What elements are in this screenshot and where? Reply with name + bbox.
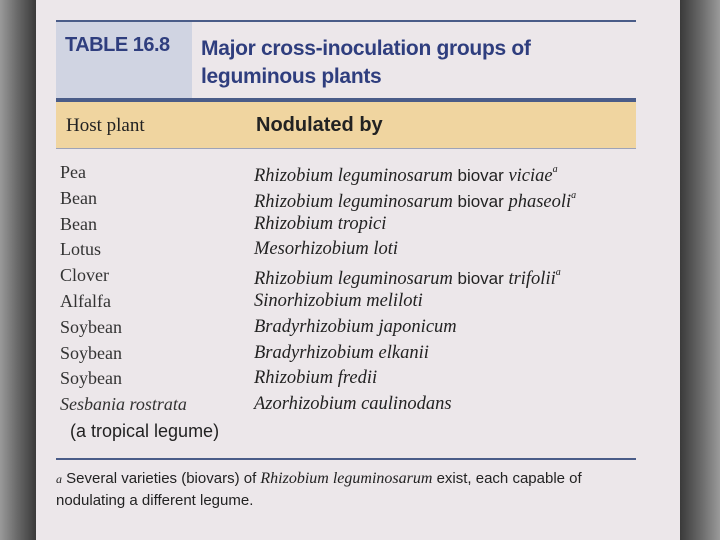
host-note: (a tropical legume) (70, 421, 220, 441)
host-plant-cell: Sesbania rostrata (60, 394, 187, 415)
organism-name: Rhizobium fredii (254, 368, 378, 389)
host-plant-cell: Soybean (60, 342, 122, 363)
footnote-text-before: Several varieties (biovars) of (62, 470, 261, 487)
nodulated-by-cell (254, 341, 429, 365)
footnote-ref: a (571, 189, 577, 201)
footnote-ref: a (555, 267, 561, 279)
footnote-ref: a (552, 164, 558, 175)
footnote-mark: a (56, 472, 62, 486)
host-plant-cell: Bean (60, 213, 97, 234)
table-row (56, 315, 636, 341)
header-nodulated-by: Nodulated by (256, 114, 383, 136)
table-row (56, 289, 636, 315)
table-title-line1: Major cross-inoculation groups of (201, 37, 531, 60)
nodulated-by-cell (254, 160, 558, 188)
book-page (36, 0, 680, 540)
biovar-name: phaseoli (508, 191, 572, 212)
table-label: TABLE 16.8 (65, 34, 170, 56)
biovar-name: viciae (508, 166, 553, 187)
nodulated-by-cell (254, 366, 377, 390)
organism-name: Rhizobium leguminosarum (254, 166, 453, 187)
left-border (0, 0, 36, 540)
table-body (56, 160, 636, 418)
table-row (56, 392, 636, 418)
table-label-box (56, 22, 192, 98)
organism-name: Bradyrhizobium japonicum (254, 316, 457, 337)
right-border (680, 0, 720, 540)
host-plant-cell: Pea (60, 162, 86, 182)
host-plant-cell: Lotus (60, 239, 102, 260)
table-row (56, 341, 636, 367)
nodulated-by-cell (254, 315, 457, 339)
header-rule (56, 148, 636, 149)
host-plant-cell: Clover (60, 265, 109, 286)
nodulated-by-cell (254, 212, 386, 236)
table-title (201, 35, 621, 91)
footnote-text-after: exist, each capable of nodulating a different legume. (56, 470, 582, 509)
organism-name: Azorhizobium caulinodans (254, 394, 452, 415)
host-plant-cell: Soybean (60, 316, 122, 337)
footnote (56, 468, 636, 512)
organism-name: Rhizobium leguminosarum (254, 269, 453, 290)
nodulated-by-cell (254, 289, 423, 313)
host-plant-cell: Alfalfa (60, 290, 111, 311)
host-plant-cell: Bean (60, 187, 97, 208)
footnote-italic: Rhizobium leguminosarum (260, 470, 433, 487)
organism-name: Rhizobium leguminosarum (254, 191, 453, 212)
biovar-word: biovar (457, 166, 504, 186)
table-title-line2: leguminous plants (201, 65, 382, 88)
table-row (56, 263, 636, 289)
biovar-word: biovar (457, 269, 504, 289)
nodulated-by-cell (254, 186, 576, 214)
nodulated-by-cell (254, 237, 398, 261)
table-row (56, 366, 636, 392)
biovar-name: trifolii (508, 269, 556, 290)
table-row (56, 212, 636, 238)
nodulated-by-cell (254, 392, 452, 416)
organism-name: Sinorhizobium meliloti (254, 290, 423, 311)
organism-name: Mesorhizobium loti (254, 239, 399, 260)
nodulated-by-cell (254, 263, 561, 291)
header-host-plant: Host plant (66, 115, 145, 136)
table-row (56, 186, 636, 212)
table-header (56, 102, 636, 148)
biovar-word: biovar (457, 191, 504, 211)
bottom-rule (56, 458, 636, 460)
host-plant-cell: Soybean (60, 368, 122, 389)
table-row (56, 160, 636, 186)
table-row (56, 237, 636, 263)
organism-name: Rhizobium tropici (254, 213, 387, 234)
organism-name: Bradyrhizobium elkanii (254, 342, 429, 363)
